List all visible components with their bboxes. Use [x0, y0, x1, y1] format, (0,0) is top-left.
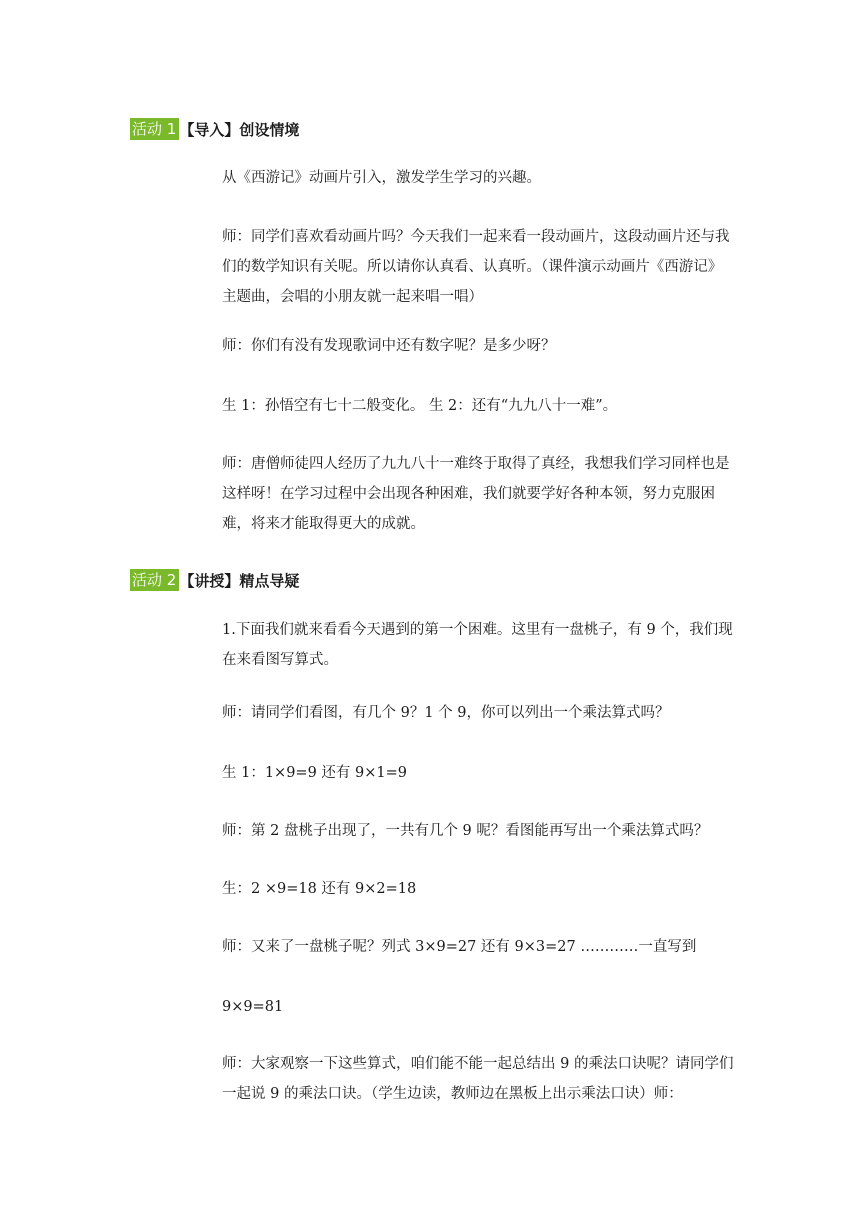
- paragraph: 9×9=81: [222, 999, 284, 1015]
- activity-tag: 活动 1: [130, 118, 179, 140]
- paragraph: 生 1：1×9=9 还有 9×1=9: [222, 765, 408, 781]
- paragraph: 师：又来了一盘桃子呢？列式 3×9=27 还有 9×3=27 …………一直写到: [222, 939, 697, 955]
- section-title: 【导入】创设情境: [179, 120, 300, 139]
- paragraph: 师：你们有没有发现歌词中还有数字呢？是多少呀？: [222, 338, 556, 354]
- paragraph: 师：第 2 盘桃子出现了，一共有几个 9 呢？看图能再写出一个乘法算式吗？: [222, 823, 709, 839]
- section-title: 【讲授】精点导疑: [179, 571, 300, 590]
- section-heading-2: [130, 569, 299, 591]
- paragraph: 师：唐僧师徒四人经历了九九八十一难终于取得了真经，我想我们学习同样也是这样呀！在学习过程中会出现各种困难，我们就要学好各种本领，努力克服困难，将来才能取得更大的成就。: [222, 456, 730, 532]
- paragraph: 生：2 ×9=18 还有 9×2=18: [222, 881, 417, 897]
- paragraph: 师：同学们喜欢看动画片吗？今天我们一起来看一段动画片，这段动画片还与我们的数学知识有关呢。所以请你认真看、认真听。（课件演示动画片《西游记》主题曲，会唱的小朋友就一起来唱一唱）: [222, 229, 730, 305]
- paragraph: 1.下面我们就来看看今天遇到的第一个困难。这里有一盘桃子，有 9 个，我们现在来看图写算式。: [222, 622, 733, 668]
- paragraph: 生 1：孙悟空有七十二般变化。 生 2：还有“九九八十一难”。: [222, 398, 618, 414]
- paragraph: 师：大家观察一下这些算式，咱们能不能一起总结出 9 的乘法口诀呢？请同学们一起说 9 的乘法口诀。（学生边读，教师边在黑板上出示乘法口诀）师：: [222, 1056, 734, 1102]
- activity-tag: 活动 2: [130, 569, 179, 591]
- paragraph: 从《西游记》动画片引入，激发学生学习的兴趣。: [222, 170, 541, 186]
- section-heading-1: [130, 118, 299, 140]
- paragraph: 师：请同学们看图，有几个 9？1 个 9，你可以列出一个乘法算式吗？: [222, 705, 670, 721]
